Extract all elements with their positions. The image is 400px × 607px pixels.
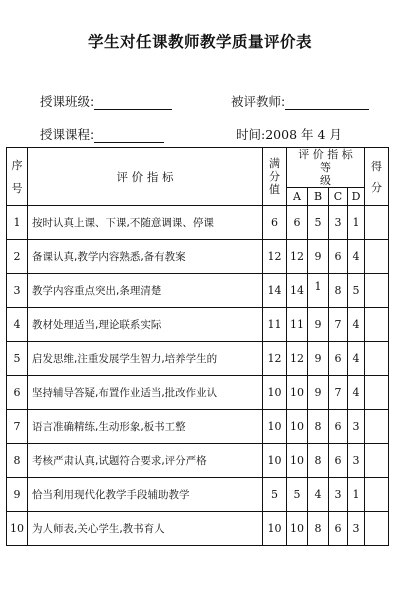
row-c: 7 <box>329 308 348 342</box>
row-b: 9 <box>308 376 329 410</box>
row-a: 11 <box>287 308 308 342</box>
course-label: 授课课程: <box>40 127 95 142</box>
table-row <box>7 308 389 342</box>
row-score[interactable] <box>365 274 389 308</box>
time-text: 时间:2008 年 4 月 <box>236 127 342 142</box>
row-score[interactable] <box>365 308 389 342</box>
row-c: 8 <box>329 274 348 308</box>
row-criterion: 按时认真上课、下课,不随意调课、停课 <box>28 206 263 240</box>
row-b: 8 <box>308 410 329 444</box>
row-d: 3 <box>348 512 365 546</box>
row-full: 12 <box>263 240 287 274</box>
teacher-label: 被评教师: <box>231 94 286 109</box>
row-d: 3 <box>348 444 365 478</box>
row-no: 5 <box>7 342 28 376</box>
row-score[interactable] <box>365 342 389 376</box>
grade-d: D <box>348 188 365 206</box>
row-b: 8 <box>308 444 329 478</box>
row-score[interactable] <box>365 410 389 444</box>
class-blank[interactable] <box>94 94 172 110</box>
row-d: 5 <box>348 274 365 308</box>
row-b: 5 <box>308 206 329 240</box>
row-d: 4 <box>348 376 365 410</box>
row-d: 1 <box>348 478 365 512</box>
row-full: 14 <box>263 274 287 308</box>
form-title: 学生对任课教师教学质量评价表 <box>87 33 312 51</box>
header-no: 序 号 <box>7 148 28 206</box>
table-row <box>7 206 389 240</box>
row-score[interactable] <box>365 206 389 240</box>
row-no: 7 <box>7 410 28 444</box>
row-c: 3 <box>329 478 348 512</box>
teacher-blank[interactable] <box>285 94 369 110</box>
row-c: 6 <box>329 342 348 376</box>
grade-a: A <box>287 188 308 206</box>
row-d: 3 <box>348 410 365 444</box>
row-a: 14 <box>287 274 308 308</box>
row-full: 10 <box>263 512 287 546</box>
row-no: 10 <box>7 512 28 546</box>
row-d: 4 <box>348 308 365 342</box>
table-row <box>7 512 389 546</box>
row-criterion: 备课认真,教学内容熟悉,备有教案 <box>28 240 263 274</box>
row-a: 12 <box>287 342 308 376</box>
row-b: 8 <box>308 512 329 546</box>
header-criteria: 评 价 指 标 <box>28 148 263 206</box>
row-b: 9 <box>308 342 329 376</box>
row-score[interactable] <box>365 478 389 512</box>
row-a: 12 <box>287 240 308 274</box>
row-d: 1 <box>348 206 365 240</box>
row-no: 6 <box>7 376 28 410</box>
row-criterion: 语言准确精练,生动形象,板书工整 <box>28 410 263 444</box>
row-criterion: 教学内容重点突出,条理清楚 <box>28 274 263 308</box>
row-b: 4 <box>308 478 329 512</box>
row-full: 6 <box>263 206 287 240</box>
row-score[interactable] <box>365 240 389 274</box>
row-full: 12 <box>263 342 287 376</box>
row-score[interactable] <box>365 376 389 410</box>
row-criterion: 考核严肃认真,试题符合要求,评分严格 <box>28 444 263 478</box>
row-no: 1 <box>7 206 28 240</box>
grade-c: C <box>329 188 348 206</box>
course-field <box>40 125 164 143</box>
row-full: 10 <box>263 376 287 410</box>
class-label: 授课班级: <box>40 94 95 109</box>
row-c: 3 <box>329 206 348 240</box>
row-criterion: 恰当利用现代化教学手段辅助教学 <box>28 478 263 512</box>
row-c: 6 <box>329 444 348 478</box>
header-score: 得 分 <box>365 148 389 206</box>
row-full: 5 <box>263 478 287 512</box>
row-full: 10 <box>263 410 287 444</box>
row-no: 9 <box>7 478 28 512</box>
row-d: 4 <box>348 342 365 376</box>
row-a: 10 <box>287 410 308 444</box>
row-a: 10 <box>287 512 308 546</box>
row-a: 10 <box>287 376 308 410</box>
row-d: 4 <box>348 240 365 274</box>
table-row <box>7 240 389 274</box>
row-criterion: 启发思维,注重发展学生智力,培养学生的 <box>28 342 263 376</box>
row-a: 5 <box>287 478 308 512</box>
teacher-field <box>231 92 369 110</box>
row-b: 9 <box>308 308 329 342</box>
row-b: 1 <box>308 274 329 308</box>
header-row-1 <box>7 148 389 188</box>
row-no: 3 <box>7 274 28 308</box>
course-blank[interactable] <box>94 127 164 143</box>
row-a: 10 <box>287 444 308 478</box>
row-no: 2 <box>7 240 28 274</box>
row-full: 10 <box>263 444 287 478</box>
header-grade-group: 评 价 指 标 等 级 <box>287 148 365 188</box>
table-row <box>7 478 389 512</box>
row-score[interactable] <box>365 444 389 478</box>
header-full-score: 满 分 值 <box>263 148 287 206</box>
row-criterion: 坚持辅导答疑,布置作业适当,批改作业认 <box>28 376 263 410</box>
grade-b: B <box>308 188 329 206</box>
row-criterion: 为人师表,关心学生,教书育人 <box>28 512 263 546</box>
row-no: 8 <box>7 444 28 478</box>
row-a: 6 <box>287 206 308 240</box>
row-no: 4 <box>7 308 28 342</box>
row-c: 7 <box>329 376 348 410</box>
row-c: 6 <box>329 512 348 546</box>
table-row <box>7 410 389 444</box>
table-row <box>7 444 389 478</box>
row-c: 6 <box>329 410 348 444</box>
table-row <box>7 274 389 308</box>
table-row <box>7 342 389 376</box>
evaluation-table <box>6 147 389 546</box>
class-field <box>40 92 172 110</box>
row-b: 9 <box>308 240 329 274</box>
table-row <box>7 376 389 410</box>
row-criterion: 教材处理适当,理论联系实际 <box>28 308 263 342</box>
row-full: 11 <box>263 308 287 342</box>
row-c: 6 <box>329 240 348 274</box>
row-score[interactable] <box>365 512 389 546</box>
